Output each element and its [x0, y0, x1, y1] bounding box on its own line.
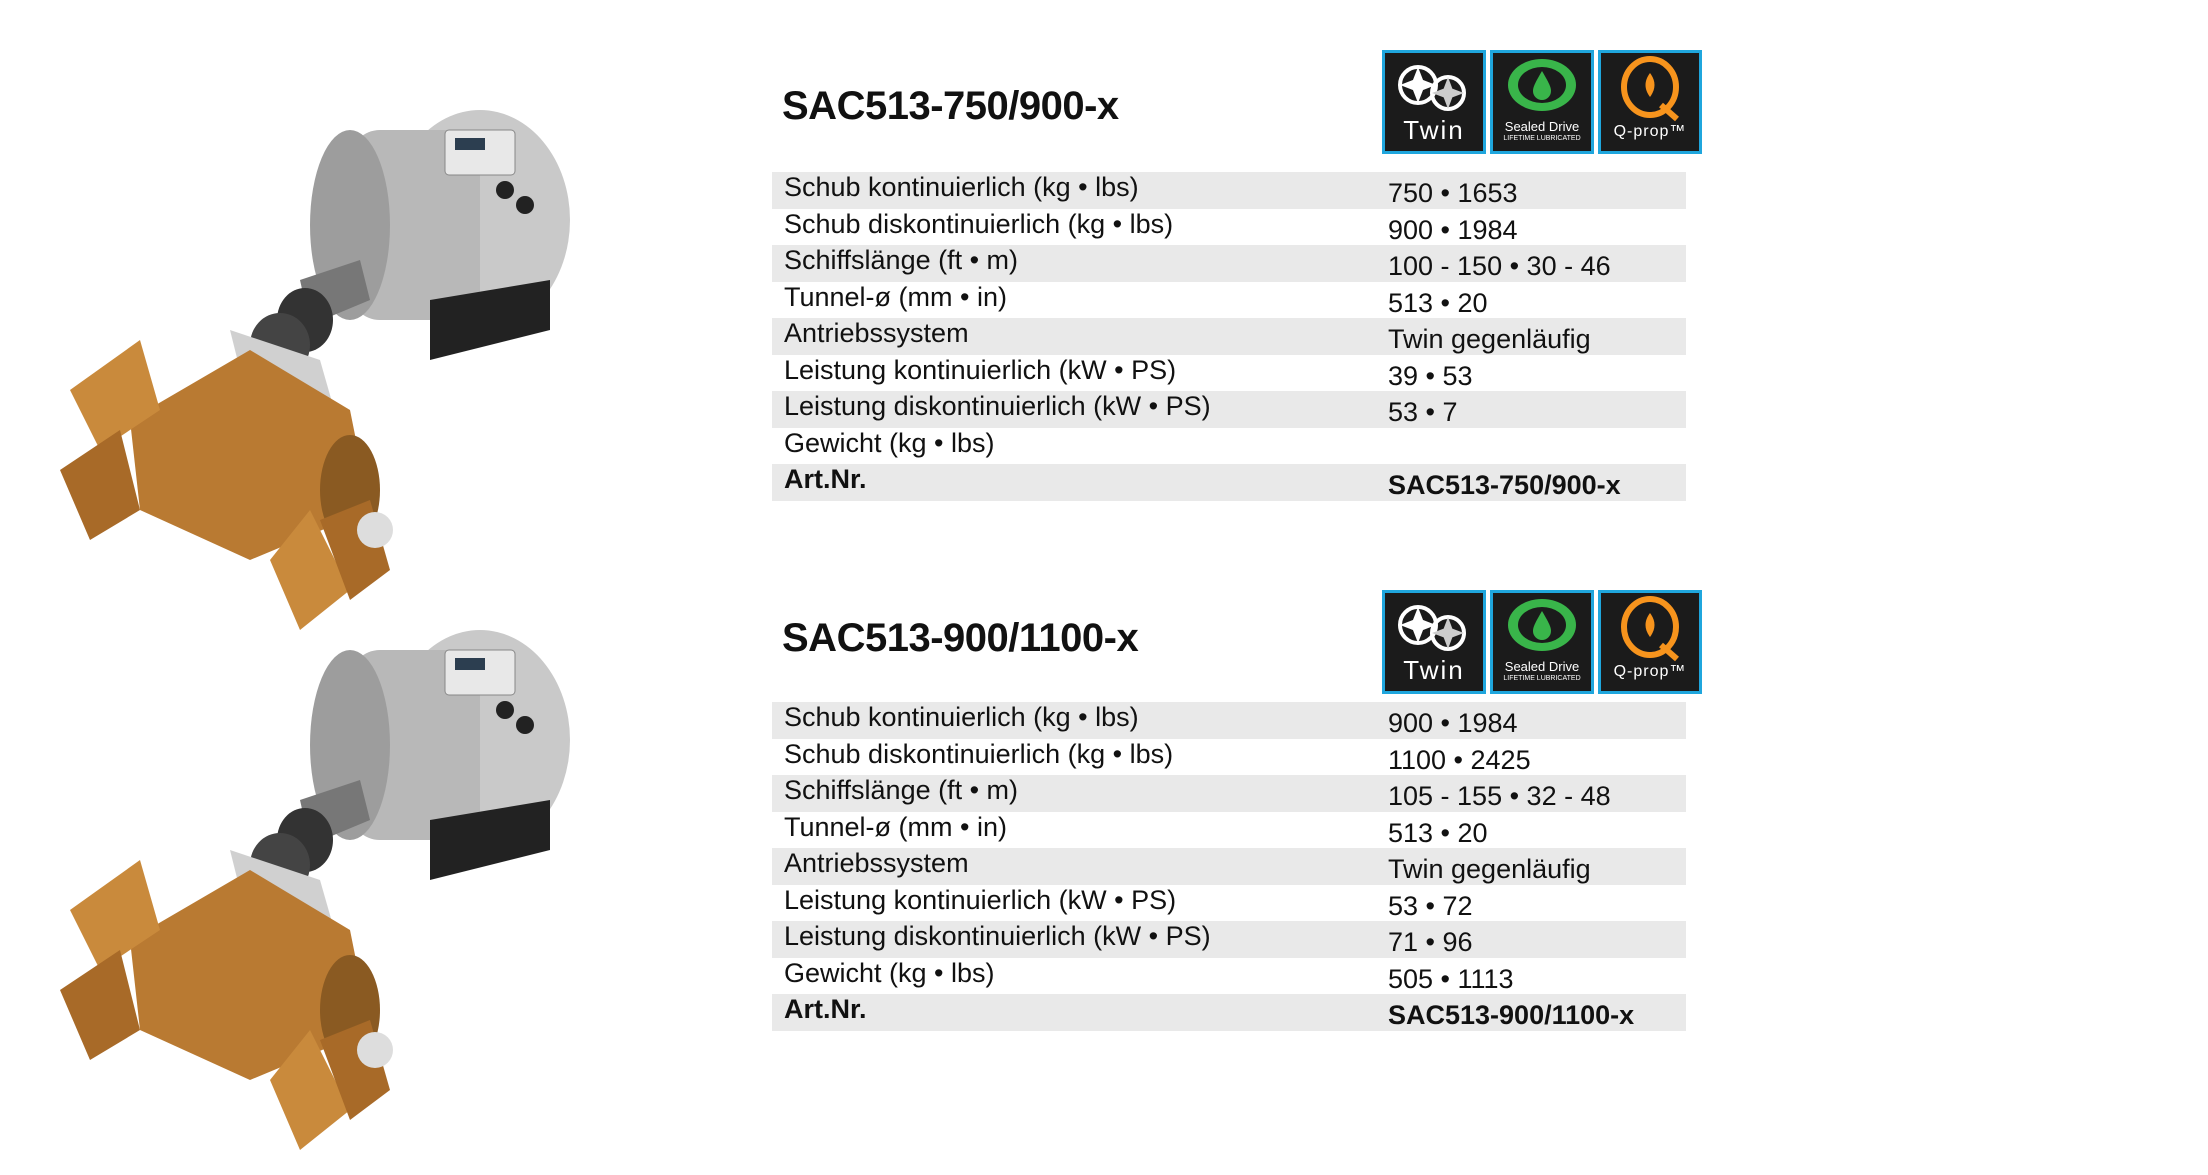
spec-label: Leistung kontinuierlich (kW • PS)	[784, 354, 1177, 385]
spec-value: 100 - 150 • 30 - 46	[1388, 251, 1611, 281]
spec-row	[772, 739, 1686, 776]
twin-icon	[1382, 50, 1486, 154]
feature-icons	[1382, 590, 1702, 694]
spec-row	[772, 172, 1686, 209]
spec-label: Art.Nr.	[784, 464, 867, 494]
spec-row	[772, 775, 1686, 812]
spec-row	[772, 318, 1686, 355]
spec-value: 1100 • 2425	[1388, 744, 1531, 775]
spec-row	[772, 464, 1686, 501]
twin-caption: Twin	[1403, 115, 1465, 145]
spec-label: Schiffslänge (ft • m)	[784, 775, 1019, 805]
spec-value: 900 • 1984	[1388, 214, 1518, 245]
spec-value: 53 • 72	[1388, 890, 1473, 921]
sealed-drive-icon	[1490, 50, 1594, 154]
spec-value: SAC513-750/900-x	[1388, 470, 1621, 500]
twin-icon	[1382, 590, 1486, 694]
spec-value: 505 • 1113	[1388, 963, 1514, 994]
spec-label: Schub kontinuierlich (kg • lbs)	[784, 172, 1139, 202]
spec-value: 71 • 96	[1388, 927, 1473, 957]
spec-label: Schub kontinuierlich (kg • lbs)	[784, 702, 1139, 732]
spec-row	[772, 282, 1686, 319]
feature-icons	[1382, 50, 1702, 154]
spec-row	[772, 209, 1686, 246]
sealed-drive-caption: Sealed Drive	[1504, 119, 1580, 134]
spec-label: Gewicht (kg • lbs)	[784, 427, 995, 458]
q-prop-caption: Q-prop™	[1613, 123, 1687, 140]
spec-row	[772, 885, 1686, 922]
sealed-drive-subcaption: LIFETIME LUBRICATED	[1503, 135, 1581, 142]
spec-label: Schiffslänge (ft • m)	[784, 245, 1019, 275]
spec-table	[772, 172, 1686, 501]
spec-label: Schub diskontinuierlich (kg • lbs)	[784, 738, 1174, 769]
spec-label: Leistung kontinuierlich (kW • PS)	[784, 884, 1177, 915]
q-prop-icon	[1598, 50, 1702, 154]
spec-label: Antriebssystem	[784, 318, 969, 348]
thruster-image	[50, 610, 610, 1170]
spec-label: Gewicht (kg • lbs)	[784, 957, 995, 988]
thruster-image	[50, 90, 610, 650]
spec-row	[772, 921, 1686, 958]
product-title: SAC513-900/1100-x	[782, 616, 1139, 660]
spec-row	[772, 355, 1686, 392]
spec-label: Tunnel-ø (mm • in)	[784, 281, 1007, 312]
spec-row	[772, 848, 1686, 885]
spec-row	[772, 812, 1686, 849]
spec-label: Antriebssystem	[784, 848, 969, 878]
spec-value: 105 - 155 • 32 - 48	[1388, 781, 1611, 811]
spec-value: Twin gegenläufig	[1388, 854, 1591, 884]
sealed-drive-subcaption: LIFETIME LUBRICATED	[1503, 675, 1581, 682]
spec-row	[772, 391, 1686, 428]
spec-label: Schub diskontinuierlich (kg • lbs)	[784, 208, 1174, 239]
product-title: SAC513-750/900-x	[782, 84, 1119, 128]
spec-row	[772, 994, 1686, 1031]
q-prop-caption: Q-prop™	[1613, 663, 1687, 680]
spec-label: Tunnel-ø (mm • in)	[784, 811, 1007, 842]
spec-value: 513 • 20	[1388, 817, 1488, 848]
spec-label: Art.Nr.	[784, 994, 867, 1024]
sealed-drive-icon	[1490, 590, 1594, 694]
spec-value: 513 • 20	[1388, 287, 1488, 318]
spec-row	[772, 428, 1686, 465]
spec-row	[772, 245, 1686, 282]
q-prop-icon	[1598, 590, 1702, 694]
spec-value: 900 • 1984	[1388, 708, 1518, 738]
spec-value: 53 • 7	[1388, 397, 1458, 427]
spec-label: Leistung diskontinuierlich (kW • PS)	[784, 391, 1211, 421]
spec-row	[772, 702, 1686, 739]
sealed-drive-caption: Sealed Drive	[1504, 659, 1580, 674]
spec-value: 750 • 1653	[1388, 178, 1518, 208]
spec-value: 39 • 53	[1388, 360, 1473, 391]
spec-value: SAC513-900/1100-x	[1388, 1000, 1635, 1030]
spec-value: Twin gegenläufig	[1388, 324, 1591, 354]
twin-caption: Twin	[1403, 655, 1465, 685]
spec-row	[772, 958, 1686, 995]
spec-table	[772, 702, 1686, 1031]
spec-label: Leistung diskontinuierlich (kW • PS)	[784, 921, 1211, 951]
